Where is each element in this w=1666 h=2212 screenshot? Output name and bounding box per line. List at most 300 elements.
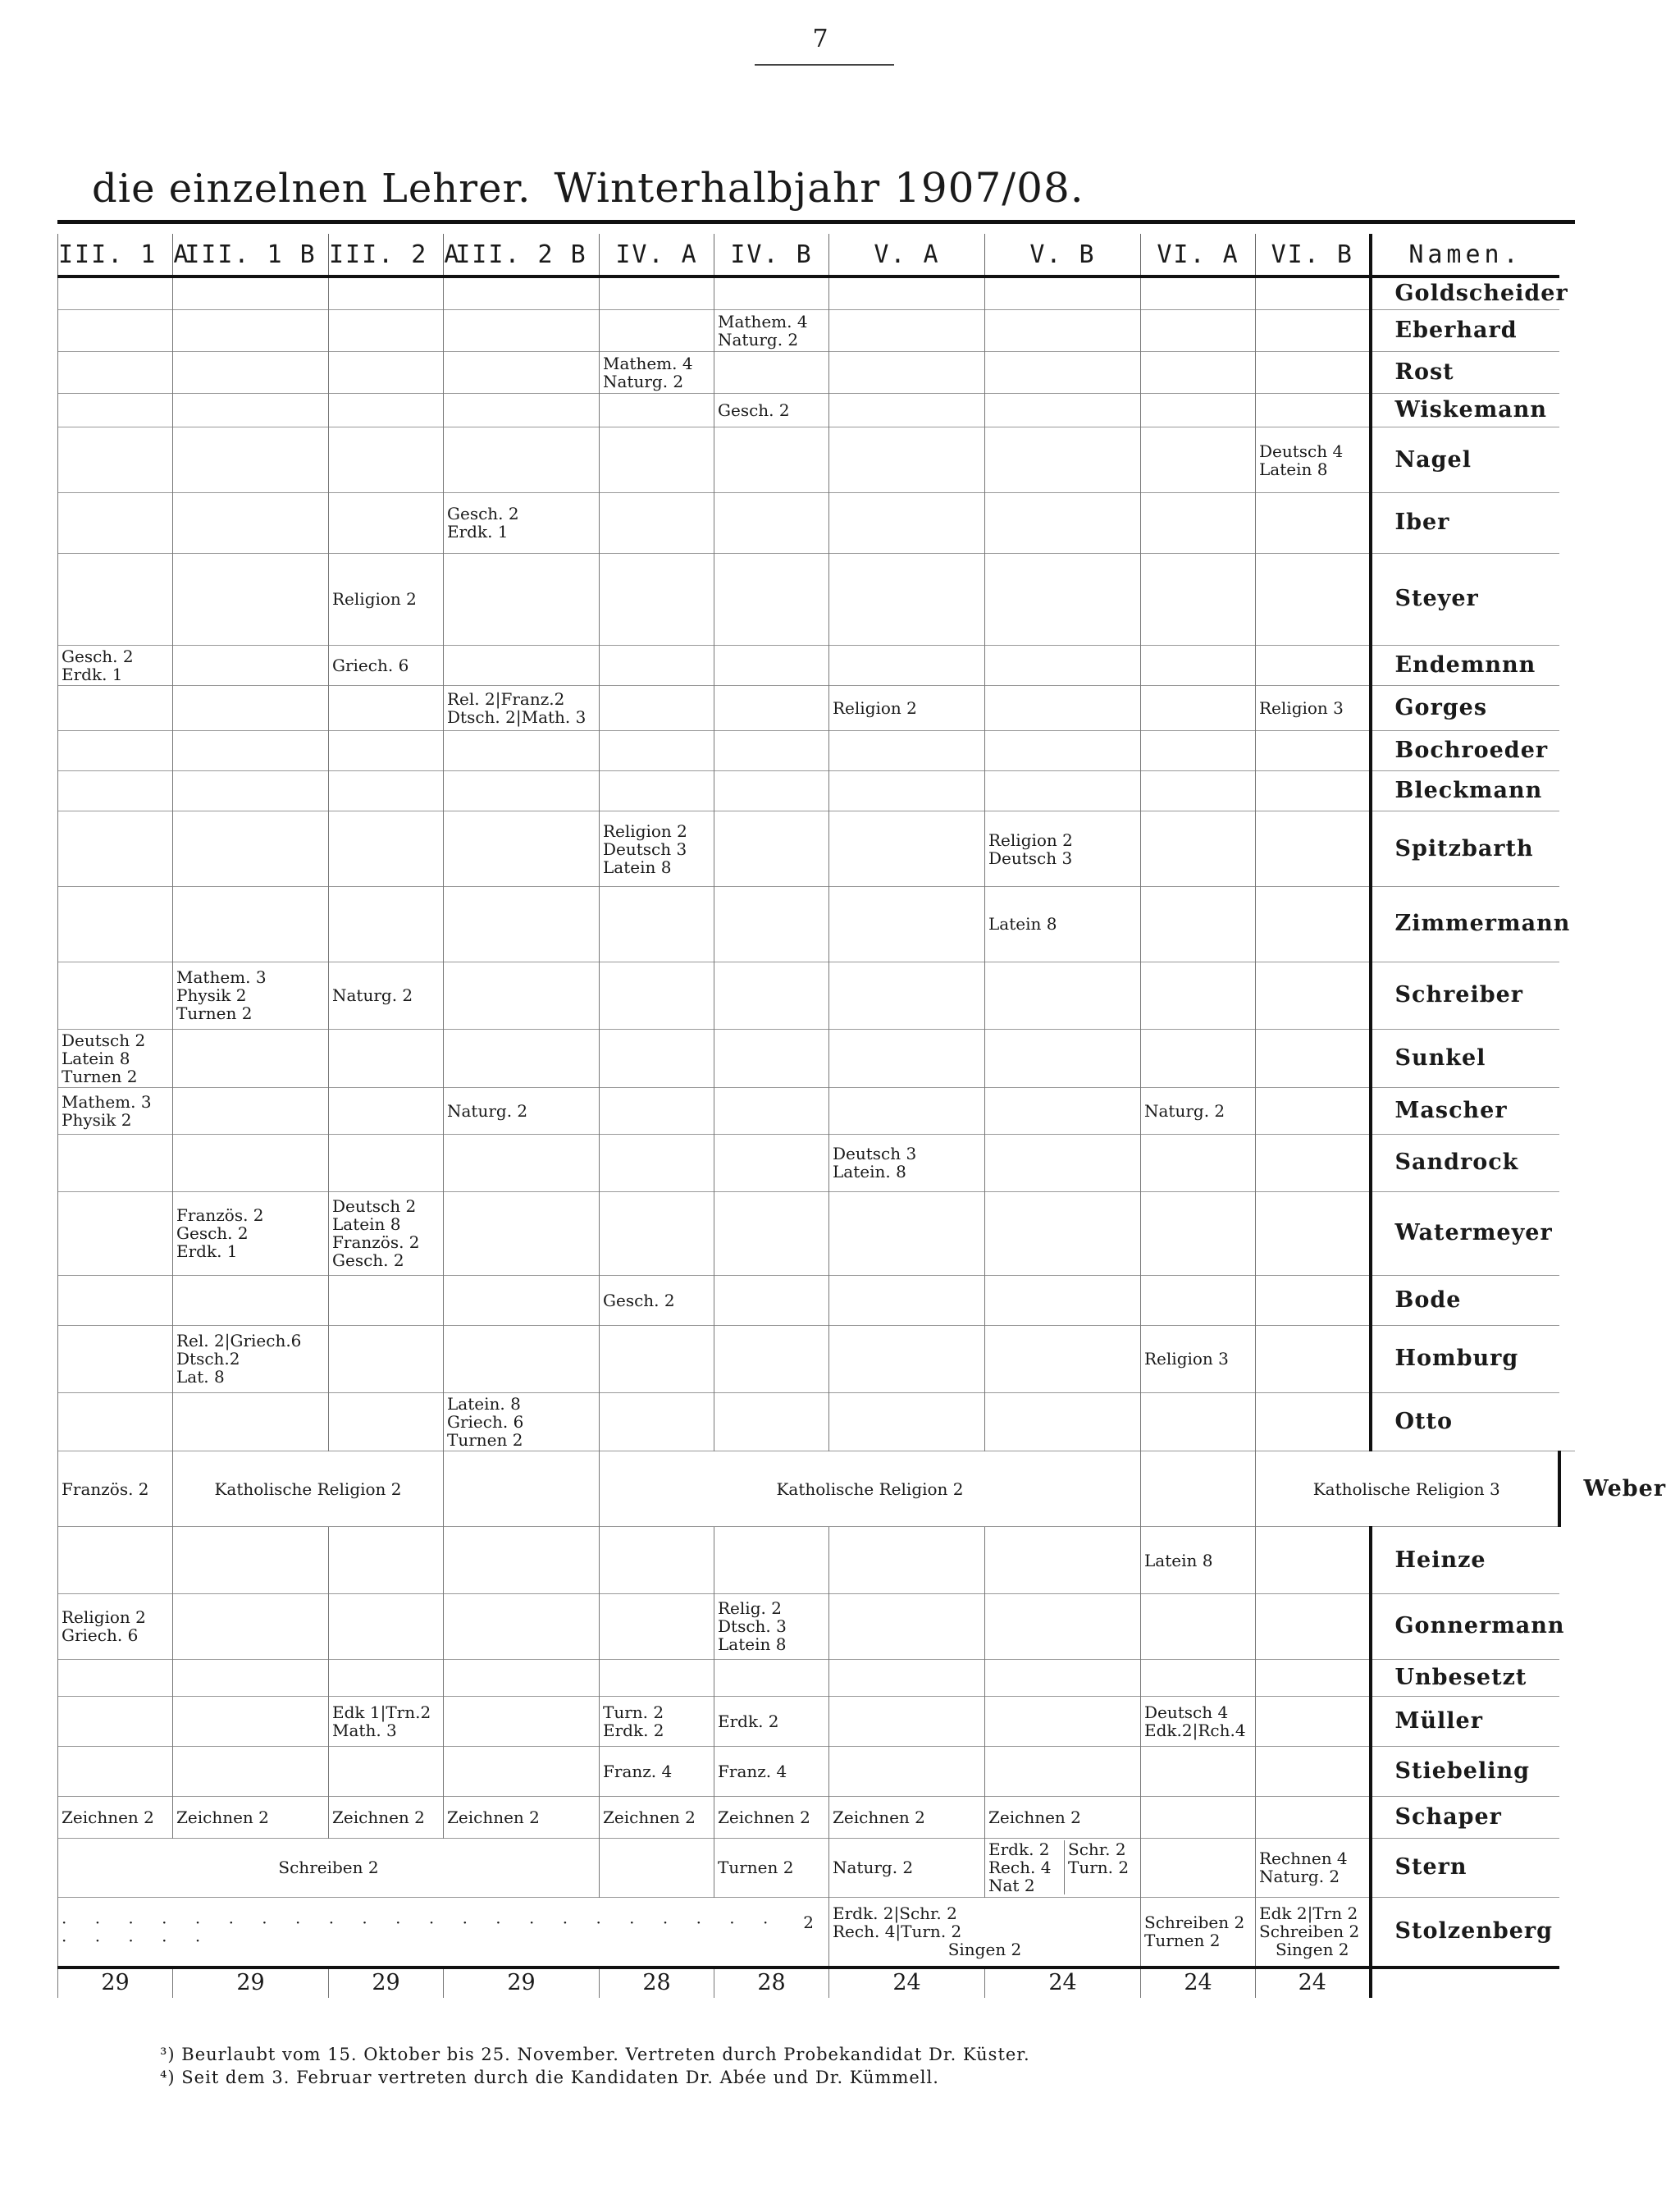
grid-cell — [1256, 1135, 1371, 1191]
grid-cell — [173, 352, 329, 394]
grid-cell — [1141, 352, 1256, 394]
grid-cell — [329, 394, 444, 427]
grid-cell — [173, 1593, 329, 1659]
entry-line: Französ. 2 — [62, 1478, 149, 1499]
grid-cell — [1256, 310, 1371, 352]
entry-line: Turnen 2 — [1144, 1931, 1221, 1951]
entry-line: Erdk. 2|Schr. 2 — [833, 1904, 957, 1924]
grid-cell — [714, 1392, 829, 1451]
grid-cell — [1141, 771, 1256, 811]
teacher-name: Unbesetzt — [1371, 1659, 1559, 1696]
grid-cell — [714, 352, 829, 394]
grid-cell — [1256, 811, 1371, 887]
grid-cell — [714, 1029, 829, 1087]
grid-cell — [1141, 394, 1256, 427]
grid-cell — [600, 1839, 714, 1897]
grid-cell — [600, 1029, 714, 1087]
grid-cell — [1256, 394, 1371, 427]
entry-line: Griech. 6 — [62, 1625, 139, 1646]
cell-otto_32b — [444, 1392, 600, 1451]
teacher-row — [58, 1392, 1576, 1451]
entry-line: Gesch. 2 — [447, 504, 519, 524]
cell-schreiber_31b — [173, 962, 329, 1029]
total-4: 28 — [600, 1967, 714, 1998]
teacher-row — [58, 886, 1576, 962]
grid-cell — [1141, 1593, 1256, 1659]
header-namen: Namen. — [1371, 234, 1559, 276]
total-5: 28 — [714, 1967, 829, 1998]
teacher-name: Stolzenberg — [1371, 1897, 1559, 1967]
grid-cell — [444, 1659, 600, 1696]
grid-cell — [58, 886, 173, 962]
teacher-row — [58, 1696, 1576, 1746]
grid-cell — [714, 1191, 829, 1275]
grid-cell — [829, 427, 985, 493]
entry-line: Deutsch 4 — [1144, 1702, 1229, 1722]
grid-cell — [1256, 1659, 1371, 1696]
grid-cell — [58, 427, 173, 493]
teacher-name: Mascher — [1371, 1088, 1559, 1135]
teacher-name: Rost — [1371, 352, 1559, 394]
grid-cell — [173, 1029, 329, 1087]
schaper-zeichnen: Zeichnen 2 — [176, 1808, 269, 1828]
entry-line: Latein 8 — [603, 857, 672, 877]
cell-wiskemann_4b — [714, 394, 829, 427]
teacher-row — [58, 1451, 1576, 1527]
grid-cell — [58, 731, 173, 771]
grid-cell — [58, 1135, 173, 1191]
cell-gonnermann_31a — [58, 1593, 173, 1659]
entry-line: Griech. 6 — [447, 1412, 524, 1433]
teacher-name: Heinze — [1371, 1527, 1559, 1594]
grid-cell — [829, 1392, 985, 1451]
entry-line: Erdk. 2 — [603, 1720, 664, 1740]
cell-stolzenberg-dots — [58, 1897, 829, 1967]
grid-cell — [985, 1593, 1141, 1659]
grid-cell — [985, 1088, 1141, 1135]
teacher-name: Müller — [1371, 1696, 1559, 1746]
cell-mueller_32a — [329, 1696, 444, 1746]
grid-cell — [985, 771, 1141, 811]
stern-schreiben: Schreiben 2 — [278, 1858, 379, 1878]
grid-cell — [1141, 1797, 1256, 1839]
header-class-2: III. 2 A — [329, 234, 444, 276]
grid-cell — [985, 685, 1141, 730]
weber-kath-3: Katholische Religion 3 — [1312, 1478, 1500, 1499]
grid-cell — [58, 1527, 173, 1594]
entry-line: Erdk. 1 — [176, 1241, 238, 1262]
teacher-schedule-table — [57, 234, 1666, 1998]
cell-sandrock_5a — [829, 1135, 985, 1191]
cell-weber-kath1 — [173, 1451, 444, 1527]
grid-cell — [985, 731, 1141, 771]
teacher-name: Gonnermann — [1371, 1593, 1559, 1659]
entry-line: Latein 8 — [62, 1048, 130, 1068]
grid-cell — [1256, 1029, 1371, 1087]
grid-cell — [1256, 962, 1371, 1029]
grid-cell — [329, 1392, 444, 1451]
cell-stern-5b — [985, 1839, 1141, 1897]
teacher-row — [58, 645, 1576, 685]
entry-line: Turn. 2 — [1068, 1858, 1130, 1878]
teacher-name: Sunkel — [1371, 1029, 1559, 1087]
entry-line: Religion 2 — [833, 697, 917, 718]
total-8: 24 — [1141, 1967, 1256, 1998]
weber-kath-1: Katholische Religion 2 — [214, 1478, 402, 1499]
entry-line: Naturg. 2 — [1259, 1867, 1340, 1887]
grid-cell — [600, 1191, 714, 1275]
cell-weber-kath3 — [1256, 1451, 1559, 1527]
grid-cell — [58, 1275, 173, 1325]
header-class-5: IV. B — [714, 234, 829, 276]
grid-cell — [829, 886, 985, 962]
entry-line: Rech. 4 — [988, 1858, 1052, 1878]
teacher-name: Otto — [1371, 1392, 1559, 1451]
grid-cell — [329, 310, 444, 352]
entry-line: Griech. 6 — [332, 655, 409, 675]
grid-cell — [1141, 962, 1256, 1029]
grid-cell — [329, 1659, 444, 1696]
teacher-name: Goldscheider — [1371, 276, 1559, 310]
entry-line: Deutsch 3 — [988, 848, 1073, 868]
cell-watermeyer_32a — [329, 1191, 444, 1275]
grid-cell — [985, 492, 1141, 553]
header-class-4: IV. A — [600, 234, 714, 276]
grid-cell — [714, 427, 829, 493]
grid-cell — [444, 1135, 600, 1191]
grid-cell — [444, 553, 600, 645]
entry-line: Latein 8 — [1144, 1550, 1213, 1570]
grid-cell — [829, 553, 985, 645]
cell-nagel_6b — [1256, 427, 1371, 493]
entry-line: Relig. 2 — [718, 1598, 782, 1619]
teacher-name: Nagel — [1371, 427, 1559, 493]
schaper-zeichnen: Zeichnen 2 — [718, 1808, 810, 1828]
grid-cell — [173, 1527, 329, 1594]
grid-cell — [829, 1527, 985, 1594]
grid-cell — [173, 886, 329, 962]
grid-cell — [444, 1451, 600, 1527]
teacher-row — [58, 1746, 1576, 1796]
cell-stolzenberg-6a — [1141, 1897, 1256, 1967]
cell-stolzenberg-6b — [1256, 1897, 1371, 1967]
entry-line: Mathem. 3 — [176, 967, 267, 988]
grid-cell — [714, 685, 829, 730]
cell-iber_32b — [444, 492, 600, 553]
cell-mueller_6a — [1141, 1696, 1256, 1746]
entry-line: Rel. 2|Griech.6 — [176, 1331, 302, 1351]
grid-cell — [1256, 1326, 1371, 1393]
cell-gorges_5a — [829, 685, 985, 730]
entry-line: Gesch. 2 — [62, 646, 134, 666]
grid-cell — [1141, 685, 1256, 730]
grid-cell — [829, 1088, 985, 1135]
grid-cell — [329, 276, 444, 310]
grid-cell — [714, 771, 829, 811]
grid-cell — [329, 1029, 444, 1087]
grid-cell — [714, 1527, 829, 1594]
teacher-name: Sandrock — [1371, 1135, 1559, 1191]
grid-cell — [1256, 553, 1371, 645]
grid-cell — [444, 1191, 600, 1275]
cell-spitzbarth_4a — [600, 811, 714, 887]
grid-cell — [444, 1527, 600, 1594]
grid-cell — [58, 1746, 173, 1796]
grid-cell — [829, 645, 985, 685]
teacher-row — [58, 1897, 1576, 1967]
entry-line: Gesch. 2 — [176, 1223, 249, 1244]
grid-cell — [600, 427, 714, 493]
grid-cell — [985, 553, 1141, 645]
grid-cell — [58, 1191, 173, 1275]
entry-line: Gesch. 2 — [603, 1291, 675, 1310]
grid-cell — [600, 276, 714, 310]
stolzenberg-dots: · · · · · · · · · · · · · · · · · · · · · · · · · · · — [62, 1913, 780, 1951]
grid-cell — [1141, 1451, 1256, 1527]
entry-line: Gesch. 2 — [718, 400, 790, 421]
grid-cell — [58, 1659, 173, 1696]
title-text: die einzelnen Lehrer. — [92, 166, 532, 212]
cell-gorges_6b — [1256, 685, 1371, 730]
teacher-row — [58, 1839, 1576, 1897]
entry-line: Rechnen 4 — [1259, 1849, 1348, 1869]
grid-cell — [444, 771, 600, 811]
entry-line: Latein 8 — [332, 1214, 401, 1235]
entry-line: Religion 3 — [1259, 697, 1344, 718]
grid-cell — [714, 553, 829, 645]
entry-line: Französ. 2 — [332, 1232, 420, 1253]
grid-cell — [58, 352, 173, 394]
teacher-name: Steyer — [1371, 553, 1559, 645]
teacher-name: Bleckmann — [1371, 771, 1559, 811]
entry-line: Deutsch 3 — [833, 1144, 917, 1164]
teacher-row — [58, 1659, 1576, 1696]
teacher-row — [58, 276, 1576, 310]
grid-cell — [1141, 427, 1256, 493]
grid-cell — [829, 811, 985, 887]
grid-cell — [444, 352, 600, 394]
teacher-name: Spitzbarth — [1371, 811, 1559, 887]
grid-cell — [1141, 731, 1256, 771]
grid-cell — [714, 731, 829, 771]
grid-cell — [173, 492, 329, 553]
grid-cell — [329, 685, 444, 730]
grid-cell — [173, 731, 329, 771]
grid-cell — [1141, 645, 1256, 685]
cell-schaper-6 — [829, 1797, 985, 1839]
teacher-name: Endemnnn — [1371, 645, 1559, 685]
grid-cell — [1256, 276, 1371, 310]
cell-zimmermann_5b — [985, 886, 1141, 962]
entry-line: Naturg. 2 — [1144, 1101, 1226, 1122]
grid-cell — [1141, 1659, 1256, 1696]
grid-cell — [1256, 1527, 1371, 1594]
grid-cell — [58, 310, 173, 352]
grid-cell — [985, 1392, 1141, 1451]
grid-cell — [714, 1275, 829, 1325]
entry-line: Dtsch. 3 — [718, 1616, 787, 1637]
teacher-name: Homburg — [1371, 1326, 1559, 1393]
grid-cell — [985, 1326, 1141, 1393]
teacher-row — [58, 394, 1576, 427]
grid-cell — [1141, 811, 1256, 887]
entry-line: Religion 2 — [332, 589, 417, 610]
grid-cell — [444, 1746, 600, 1796]
header-class-0: III. 1 A — [58, 234, 173, 276]
cell-spitzbarth_5b — [985, 811, 1141, 887]
teacher-row — [58, 492, 1576, 553]
total-7: 24 — [985, 1967, 1141, 1998]
entry-line: Deutsch 2 — [332, 1196, 417, 1217]
teacher-row — [58, 1797, 1576, 1839]
entry-line: Latein. 8 — [447, 1394, 521, 1414]
grid-cell — [600, 394, 714, 427]
entry-line: Dtsch.2 — [176, 1349, 240, 1369]
teacher-name: Eberhard — [1371, 310, 1559, 352]
grid-cell — [1141, 492, 1256, 553]
grid-cell — [600, 1326, 714, 1393]
grid-cell — [1256, 1746, 1371, 1796]
grid-cell — [1141, 553, 1256, 645]
grid-cell — [600, 1088, 714, 1135]
schaper-zeichnen: Zeichnen 2 — [62, 1808, 154, 1828]
entry-line: Turnen 2 — [176, 1003, 253, 1024]
entry-line: Naturg. 2 — [833, 1858, 914, 1878]
grid-cell — [444, 394, 600, 427]
cell-schaper-7 — [985, 1797, 1141, 1839]
entry-line: Nat 2 — [988, 1876, 1035, 1896]
teacher-name: Weber — [1559, 1451, 1576, 1527]
grid-cell — [329, 731, 444, 771]
entry-line: Latein 8 — [1259, 459, 1328, 479]
entry-line: Edk 2|Trn 2 — [1259, 1904, 1358, 1924]
entry-line: Dtsch. 2|Math. 3 — [447, 706, 587, 727]
entry-line: Rech. 4|Turn. 2 — [833, 1922, 962, 1942]
grid-cell — [173, 310, 329, 352]
teacher-row — [58, 1191, 1576, 1275]
teacher-row — [58, 962, 1576, 1029]
teacher-row — [58, 1275, 1576, 1325]
teacher-name: Zimmermann — [1371, 886, 1559, 962]
cell-rost_4a — [600, 352, 714, 394]
grid-cell — [985, 310, 1141, 352]
cell-mascher_6a — [1141, 1088, 1256, 1135]
entry-line: Naturg. 2 — [718, 330, 799, 350]
grid-cell — [173, 1659, 329, 1696]
teacher-row — [58, 1088, 1576, 1135]
cell-schaper-0 — [58, 1797, 173, 1839]
cell-stiebeling_4a — [600, 1746, 714, 1796]
grid-cell — [600, 553, 714, 645]
grid-cell — [600, 310, 714, 352]
grid-cell — [329, 771, 444, 811]
grid-cell — [1256, 492, 1371, 553]
grid-cell — [985, 352, 1141, 394]
grid-cell — [829, 1275, 985, 1325]
grid-cell — [829, 1593, 985, 1659]
cell-gorges_32b — [444, 685, 600, 730]
grid-cell — [329, 1527, 444, 1594]
entry-line: Edk.2|Rch.4 — [1144, 1720, 1246, 1740]
grid-cell — [444, 886, 600, 962]
teacher-row — [58, 771, 1576, 811]
grid-cell — [1141, 1746, 1256, 1796]
grid-cell — [173, 1135, 329, 1191]
grid-cell — [600, 1659, 714, 1696]
grid-cell — [1256, 771, 1371, 811]
entry-line: Lat. 8 — [176, 1367, 225, 1387]
grid-cell — [173, 427, 329, 493]
entry-line: Erdk. 2 — [718, 1711, 779, 1731]
teacher-row — [58, 1326, 1576, 1393]
grid-cell — [714, 886, 829, 962]
cell-mascher_31a — [58, 1088, 173, 1135]
grid-cell — [1256, 645, 1371, 685]
grid-cell — [444, 962, 600, 1029]
header-class-7: V. B — [985, 234, 1141, 276]
grid-cell — [173, 811, 329, 887]
grid-cell — [58, 1392, 173, 1451]
grid-cell — [600, 1392, 714, 1451]
cell-stern-4b — [714, 1839, 829, 1897]
teacher-name: Stern — [1371, 1839, 1559, 1897]
grid-cell — [58, 553, 173, 645]
cell-stolzenberg-5a — [829, 1897, 1141, 1967]
grid-cell — [173, 1275, 329, 1325]
schaper-zeichnen: Zeichnen 2 — [447, 1808, 540, 1828]
header-class-1: III. 1 B — [173, 234, 329, 276]
grid-cell — [985, 394, 1141, 427]
teacher-name: Bode — [1371, 1275, 1559, 1325]
entry-line: Franz. 4 — [603, 1761, 673, 1781]
totals-row — [58, 1967, 1576, 1998]
cell-stern-schreiben — [58, 1839, 600, 1897]
cell-mueller_4a — [600, 1696, 714, 1746]
entry-line: Schr. 2 — [1068, 1840, 1126, 1860]
grid-cell — [1141, 886, 1256, 962]
teacher-name: Iber — [1371, 492, 1559, 553]
grid-cell — [714, 645, 829, 685]
grid-cell — [714, 492, 829, 553]
grid-cell — [1256, 886, 1371, 962]
grid-cell — [714, 1135, 829, 1191]
entry-line: Gesch. 2 — [332, 1250, 404, 1271]
grid-cell — [1141, 276, 1256, 310]
total-namen — [1371, 1967, 1559, 1998]
grid-cell — [1141, 1029, 1256, 1087]
grid-cell — [173, 771, 329, 811]
grid-cell — [1256, 731, 1371, 771]
grid-cell — [58, 394, 173, 427]
page-title — [92, 164, 1084, 212]
grid-cell — [829, 962, 985, 1029]
teacher-row — [58, 427, 1576, 493]
grid-cell — [329, 1275, 444, 1325]
cell-schaper-4 — [600, 1797, 714, 1839]
entry-line: Naturg. 2 — [332, 985, 413, 1006]
grid-cell — [173, 685, 329, 730]
grid-cell — [714, 811, 829, 887]
grid-cell — [58, 811, 173, 887]
grid-cell — [329, 1746, 444, 1796]
grid-cell — [600, 731, 714, 771]
grid-cell — [600, 685, 714, 730]
cell-mueller_4b — [714, 1696, 829, 1746]
grid-cell — [985, 1191, 1141, 1275]
entry-line: Rel. 2|Franz.2 — [447, 688, 565, 709]
grid-cell — [444, 645, 600, 685]
teacher-row — [58, 1527, 1576, 1594]
